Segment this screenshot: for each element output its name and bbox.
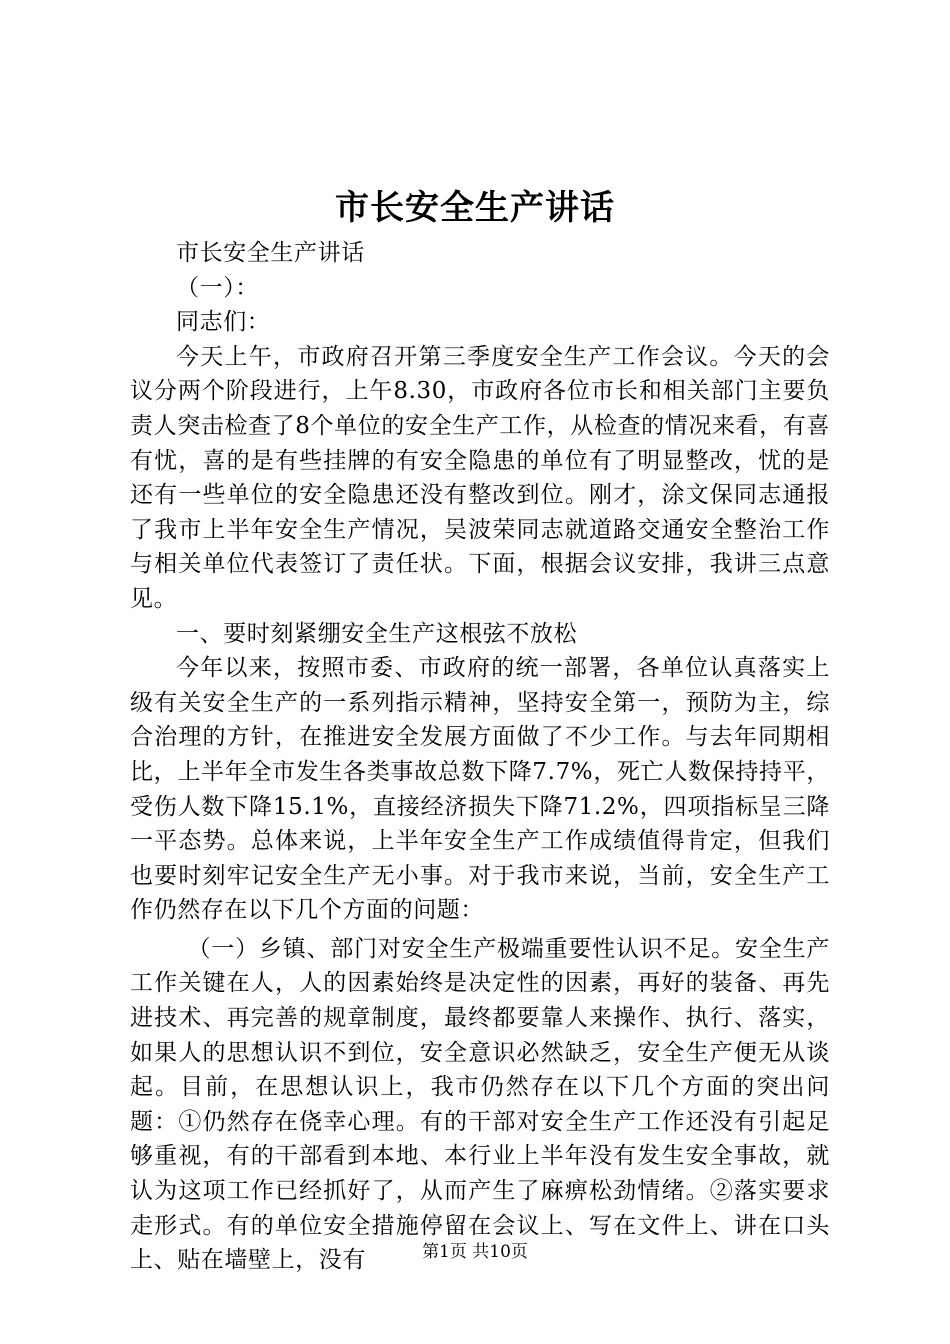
paragraph-overview: 今年以来，按照市委、市政府的统一部署，各单位认真落实上级有关安全生产的一系列指示精神，坚持安全第一，预防为主，综合治理的方针，在推进安全发展方面做了不少工作。与去年同期相比，上半年全市发生各类事故总数下降7.7%，死亡人数保持持平，受伤人数下降15.1%，直接经济损失下降71.2%，四项指标呈三降一平态势。总体来说，上半年安全生产工作成绩值得肯定，但我们也要时刻牢记安全生产无小事。对于我市来说，当前，安全生产工作仍然存在以下几个方面的问题： — [130, 655, 830, 924]
paragraph-intro: 今天上午，市政府召开第三季度安全生产工作会议。今天的会议分两个阶段进行，上午8.30，市政府各位市长和相关部门主要负责人突击检查了8个单位的安全生产工作，从检查的情况来看，有喜有忧，喜的是有些挂牌的有安全隐患的单位有了明显整改，忧的是还有一些单位的安全隐患还没有整改到位。刚才，涂文保同志通报了我市上半年安全生产情况，吴波荣同志就道路交通安全整治工作与相关单位代表签订了责任状。下面，根据会议安排，我讲三点意见。 — [130, 343, 830, 612]
document-title: 市长安全生产讲话 — [335, 188, 615, 228]
document-body — [130, 236, 830, 1278]
paragraph-part-label: （一）： — [176, 274, 259, 301]
paragraph-problem-one: （一）乡镇、部门对安全生产极端重要性认识不足。安全生产工作关键在人，人的因素始终是决定性的因素，再好的装备、再先进技术、再完善的规章制度，最终都要靠人来操作、执行、落实，如果人的思想认识不到位，安全意识必然缺乏，安全生产便无从谈起。目前，在思想认识上，我市仍然存在以下几个方面的突出问题：①仍然存在侥幸心理。有的干部对安全生产工作还没有引起足够重视，有的干部看到本地、本行业上半年没有发生安全事故，就认为这项工作已经抓好了，从而产生了麻痹松劲情绪。②落实要求走形式。有的单位安全措施停留在会议上、写在文件上、讲在口头上、贴在墙壁上，没有 — [130, 935, 830, 1274]
paragraph-section-heading: 一、要时刻紧绷安全生产这根弦不放松 — [176, 620, 578, 647]
page-footer: 第1页 共10页 — [422, 1242, 528, 1262]
paragraph-salutation: 同志们： — [176, 309, 271, 336]
paragraph-heading: 市长安全生产讲话 — [176, 240, 365, 266]
